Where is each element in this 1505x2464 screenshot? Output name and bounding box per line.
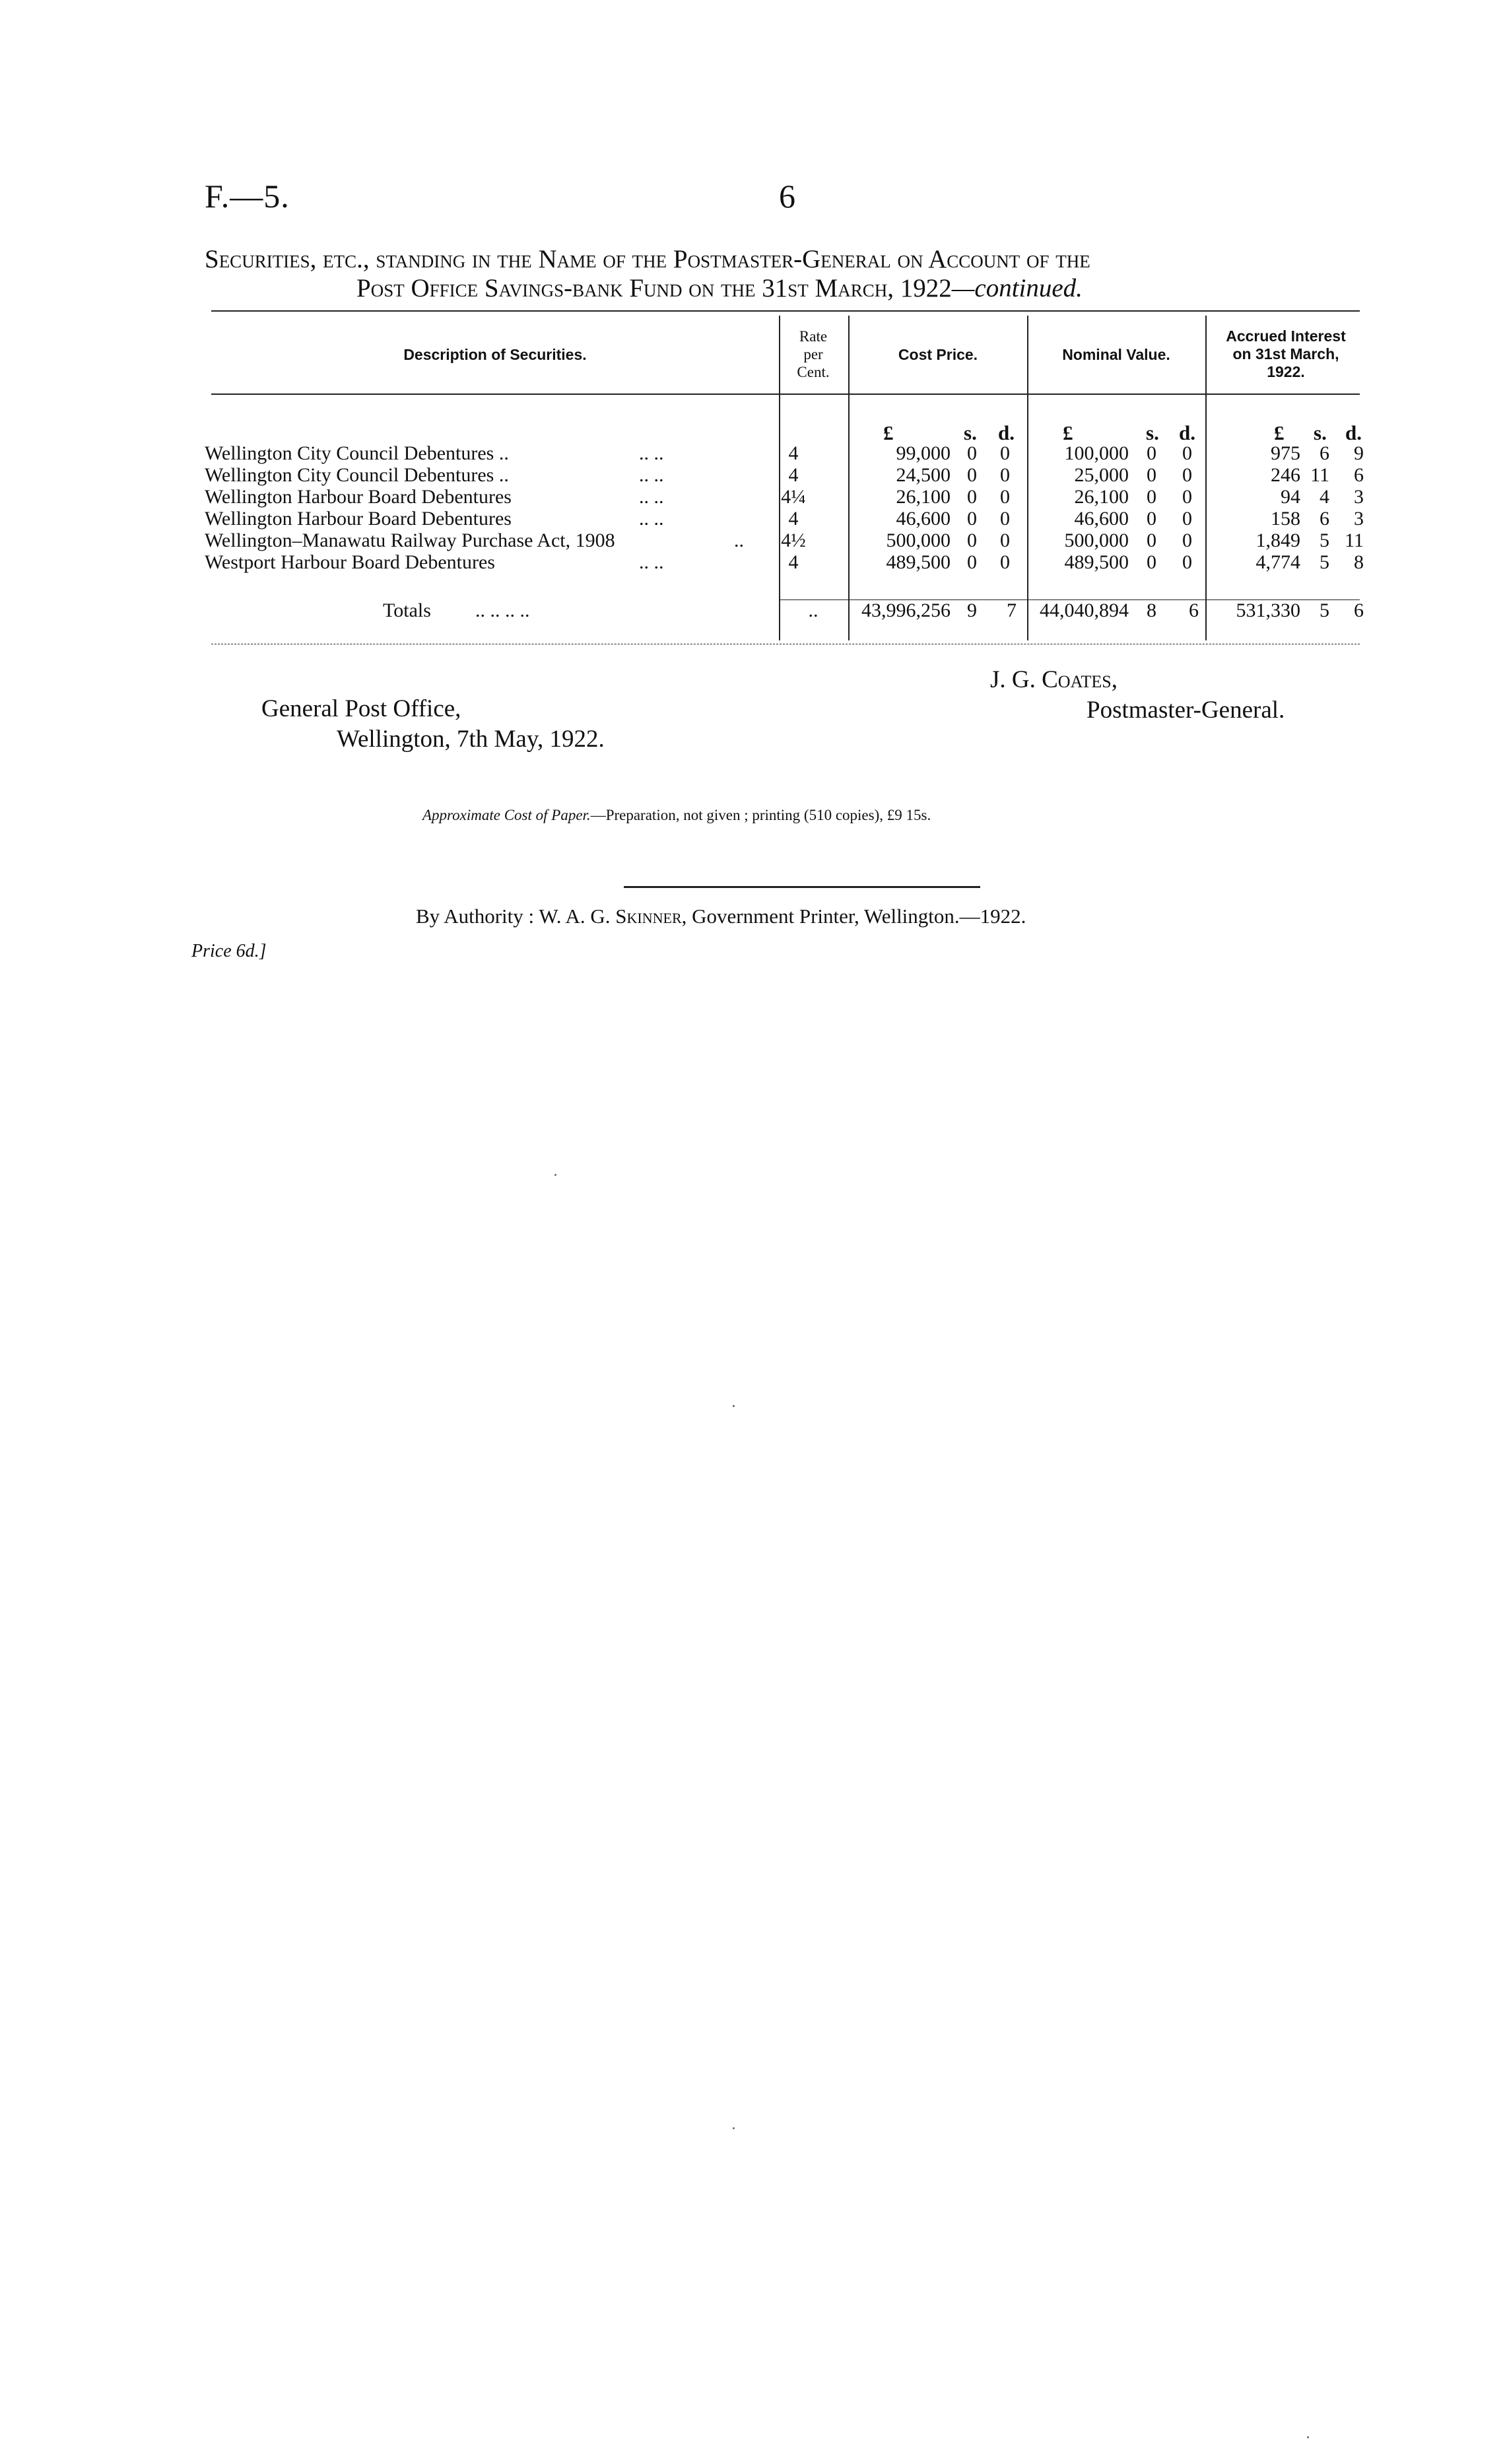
header-rate-line-1: Rate xyxy=(799,328,828,345)
row-interest-pounds: 246 xyxy=(1271,464,1300,486)
row-nominal-shillings: 0 xyxy=(1147,442,1156,464)
row-interest-pence: 11 xyxy=(1345,530,1364,551)
cost-note-text: —Preparation, not given ; printing (510 copies), £9 15s. xyxy=(590,807,931,823)
row-nominal-pounds: 46,600 xyxy=(1074,508,1129,530)
totals-nominal-shillings: 8 xyxy=(1147,599,1156,621)
row-nominal-pence: 0 xyxy=(1182,508,1192,530)
row-interest-pence: 9 xyxy=(1354,442,1364,464)
row-nominal-shillings: 0 xyxy=(1147,486,1156,508)
row-nominal-shillings: 0 xyxy=(1147,508,1156,530)
row-nominal-pence: 0 xyxy=(1182,551,1192,573)
cost-shilling-unit: s. xyxy=(964,421,977,444)
row-nominal-pounds: 489,500 xyxy=(1064,551,1129,573)
row-cost-pounds: 46,600 xyxy=(896,508,951,530)
row-nominal-shillings: 0 xyxy=(1147,530,1156,551)
row-nominal-pence: 0 xyxy=(1182,464,1192,486)
nominal-shilling-unit: s. xyxy=(1146,421,1159,444)
row-interest-pounds: 975 xyxy=(1271,442,1300,464)
row-nominal-pence: 0 xyxy=(1182,530,1192,551)
row-interest-shillings: 11 xyxy=(1310,464,1329,486)
cost-of-paper-note xyxy=(422,807,931,824)
row-interest-shillings: 5 xyxy=(1320,551,1329,573)
header-rate-line-3: Cent. xyxy=(797,364,830,380)
row-leader-dots: .. xyxy=(734,530,744,551)
row-cost-pence: 0 xyxy=(1000,464,1010,486)
header-interest-line-1: Accrued Interest xyxy=(1226,327,1346,345)
row-interest-shillings: 6 xyxy=(1320,442,1329,464)
row-rate: 4 xyxy=(788,551,799,573)
table-title-line-2 xyxy=(356,273,1347,304)
row-rate: 4 xyxy=(788,508,799,530)
table-title-line-2-text: Post Office Savings-bank Fund on the 31st March, 1922 xyxy=(356,274,952,302)
row-cost-pounds: 489,500 xyxy=(886,551,951,573)
row-description: Wellington Harbour Board Debentures xyxy=(205,508,512,530)
row-cost-pounds: 99,000 xyxy=(896,442,951,464)
row-interest-shillings: 6 xyxy=(1320,508,1329,530)
row-rate: 4 xyxy=(788,464,799,486)
row-cost-pounds: 24,500 xyxy=(896,464,951,486)
row-interest-shillings: 5 xyxy=(1320,530,1329,551)
header-cost-price: Cost Price. xyxy=(898,346,978,363)
page-number: 6 xyxy=(779,178,795,215)
totals-label: Totals xyxy=(383,599,431,621)
row-cost-shillings: 0 xyxy=(967,486,977,508)
row-nominal-pounds: 25,000 xyxy=(1074,464,1129,486)
header-accrued-interest xyxy=(1207,327,1365,381)
row-nominal-pounds: 500,000 xyxy=(1064,530,1129,551)
interest-pence-unit: d. xyxy=(1345,421,1362,444)
row-cost-shillings: 0 xyxy=(967,530,977,551)
scan-speck xyxy=(733,1405,735,1407)
row-interest-pounds: 94 xyxy=(1281,486,1300,508)
totals-nominal-pounds: 44,040,894 xyxy=(1040,599,1129,621)
header-rate xyxy=(780,327,846,381)
header-nominal-value: Nominal Value. xyxy=(1062,346,1170,363)
nominal-pence-unit: d. xyxy=(1179,421,1195,444)
row-leader-dots: .. .. xyxy=(639,486,664,508)
row-interest-pounds: 4,774 xyxy=(1255,551,1300,573)
footer-rule xyxy=(624,886,980,888)
row-cost-pence: 0 xyxy=(1000,508,1010,530)
row-cost-shillings: 0 xyxy=(967,442,977,464)
printer-surname: Skinner xyxy=(615,905,682,928)
row-interest-pence: 8 xyxy=(1354,551,1364,573)
authority-line xyxy=(416,905,1026,928)
cost-pence-unit: d. xyxy=(998,421,1015,444)
totals-cost-shillings: 9 xyxy=(967,599,977,621)
row-description: Wellington City Council Debentures .. xyxy=(205,464,509,486)
row-cost-pence: 0 xyxy=(1000,486,1010,508)
row-cost-shillings: 0 xyxy=(967,464,977,486)
totals-cost-pence: 7 xyxy=(1007,599,1017,621)
header-interest-line-2: on 31st March, xyxy=(1232,345,1339,362)
row-nominal-pence: 0 xyxy=(1182,442,1192,464)
row-cost-shillings: 0 xyxy=(967,508,977,530)
table-top-rule xyxy=(211,310,1360,312)
signatory-title: Postmaster-General. xyxy=(1087,697,1285,724)
document-reference: F.—5. xyxy=(205,178,290,215)
row-nominal-pounds: 26,100 xyxy=(1074,486,1129,508)
totals-rate: .. xyxy=(808,599,819,621)
row-leader-dots: .. .. xyxy=(639,464,664,486)
row-interest-pounds: 1,849 xyxy=(1255,530,1300,551)
row-cost-pounds: 26,100 xyxy=(896,486,951,508)
nominal-pound-unit: £ xyxy=(1063,421,1073,444)
row-nominal-pence: 0 xyxy=(1182,486,1192,508)
row-interest-shillings: 4 xyxy=(1320,486,1329,508)
row-interest-pence: 3 xyxy=(1354,508,1364,530)
row-description: Wellington–Manawatu Railway Purchase Act, 1908 xyxy=(205,530,615,551)
table-title-line-1: Securities, etc., standing in the Name of the Postmaster-General on Account of the xyxy=(205,245,1090,273)
row-interest-pounds: 158 xyxy=(1271,508,1300,530)
row-rate: 4¼ xyxy=(781,486,806,508)
row-cost-pounds: 500,000 xyxy=(886,530,951,551)
scan-speck xyxy=(554,1174,556,1176)
header-rate-line-2: per xyxy=(803,346,823,362)
totals-interest-shillings: 5 xyxy=(1320,599,1329,621)
cost-note-italic: Approximate Cost of Paper. xyxy=(422,807,591,823)
cost-pound-unit: £ xyxy=(883,421,894,444)
row-description: Wellington City Council Debentures .. xyxy=(205,442,509,464)
row-description: Wellington Harbour Board Debentures xyxy=(205,486,512,508)
totals-cost-pounds: 43,996,256 xyxy=(861,599,951,621)
authority-suffix: , Government Printer, Wellington.—1922. xyxy=(681,905,1026,928)
totals-interest-pence: 6 xyxy=(1354,599,1364,621)
header-interest-line-3: 1922. xyxy=(1267,363,1305,380)
row-nominal-shillings: 0 xyxy=(1147,551,1156,573)
row-cost-pence: 0 xyxy=(1000,551,1010,573)
row-rate: 4 xyxy=(788,442,799,464)
row-cost-shillings: 0 xyxy=(967,551,977,573)
row-nominal-shillings: 0 xyxy=(1147,464,1156,486)
row-leader-dots: .. .. xyxy=(639,508,664,530)
continued-label: —continued. xyxy=(951,274,1083,302)
totals-nominal-pence: 6 xyxy=(1189,599,1199,621)
row-cost-pence: 0 xyxy=(1000,442,1010,464)
totals-interest-pounds: 531,330 xyxy=(1236,599,1300,621)
row-leader-dots: .. .. xyxy=(639,551,664,573)
header-bottom-rule xyxy=(211,394,1360,395)
interest-pound-unit: £ xyxy=(1274,421,1285,444)
scan-speck xyxy=(1307,2436,1309,2438)
office-name: General Post Office, xyxy=(261,695,461,722)
row-interest-pence: 3 xyxy=(1354,486,1364,508)
office-place-date: Wellington, 7th May, 1922. xyxy=(337,726,605,753)
scan-speck xyxy=(733,2127,735,2129)
row-description: Westport Harbour Board Debentures xyxy=(205,551,495,573)
row-leader-dots: .. .. xyxy=(639,442,664,464)
price-label: Price 6d.] xyxy=(191,941,267,961)
interest-shilling-unit: s. xyxy=(1314,421,1327,444)
row-nominal-pounds: 100,000 xyxy=(1064,442,1129,464)
row-rate: 4½ xyxy=(781,530,806,551)
signatory-name: J. G. Coates, xyxy=(990,666,1118,693)
authority-prefix: By Authority : W. A. G. xyxy=(416,905,616,928)
row-interest-pence: 6 xyxy=(1354,464,1364,486)
header-description: Description of Securities. xyxy=(403,346,587,363)
totals-leader-dots: .. .. .. .. xyxy=(475,599,530,621)
row-cost-pence: 0 xyxy=(1000,530,1010,551)
